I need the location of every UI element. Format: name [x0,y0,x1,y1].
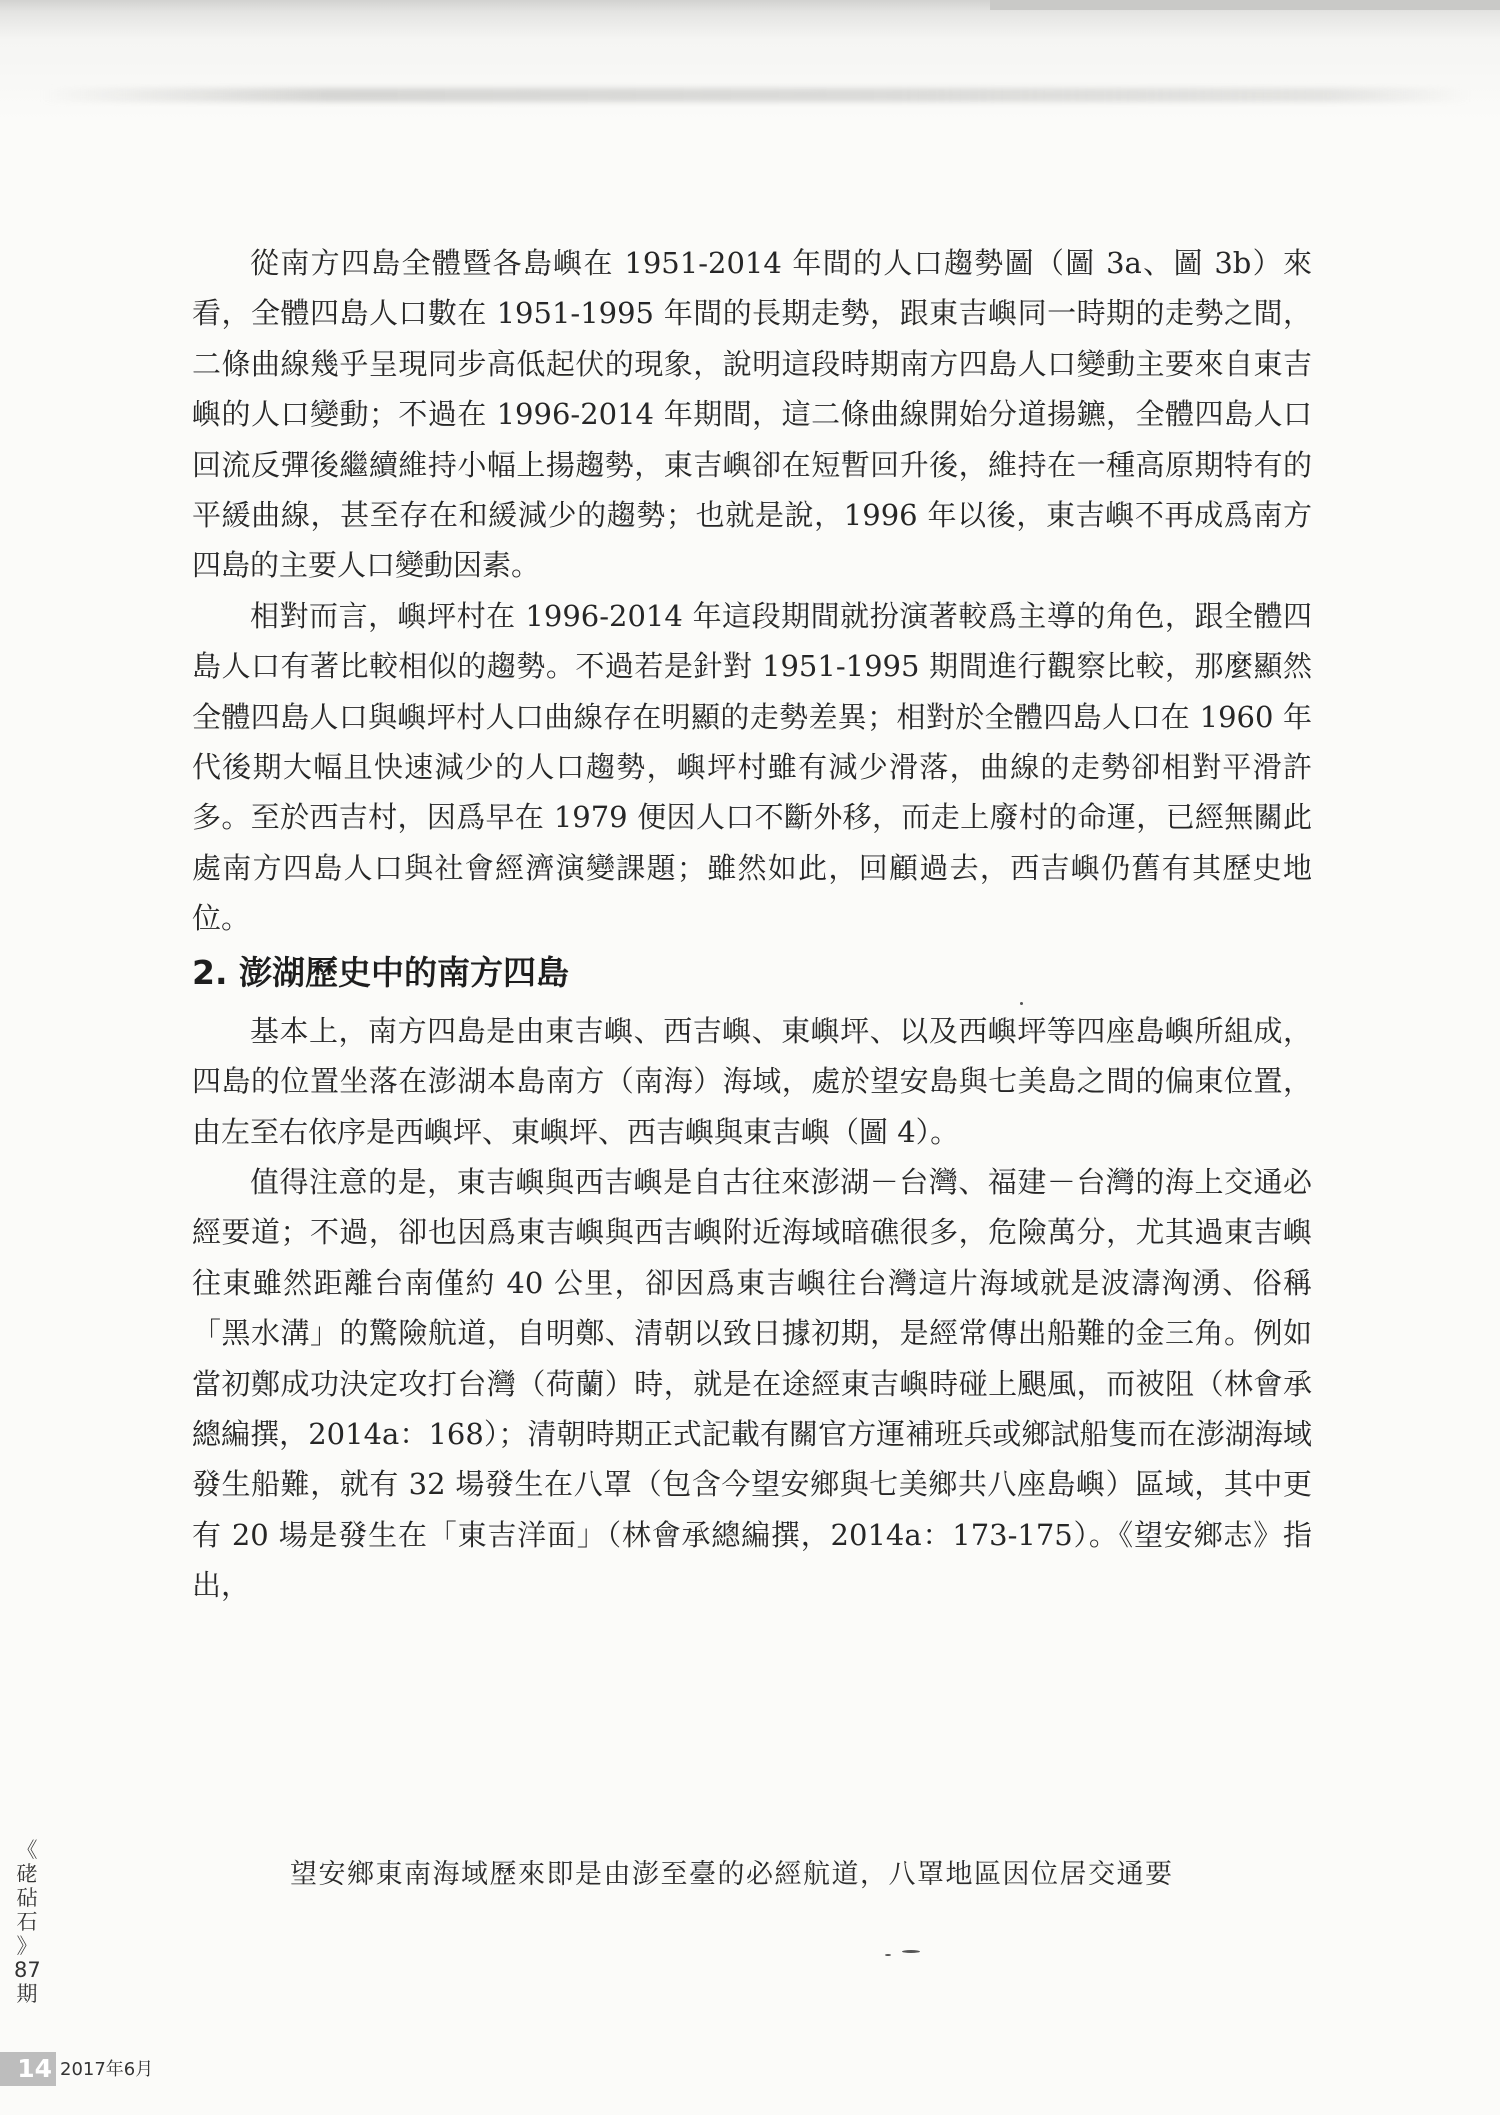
magazine-title-vertical [14,1838,40,2006]
magazine-title-char: 期 [16,1982,38,2006]
article-body [192,238,1312,1611]
page-number: 14 [0,2052,56,2086]
scan-speck [885,1954,891,1956]
scan-streak [40,88,1470,102]
magazine-title-char: 砧 [16,1886,38,1910]
magazine-title-char: 《 [16,1838,38,1862]
scan-edge-bar [990,0,1500,10]
section-heading: 2. 澎湖歷史中的南方四島 [192,952,569,992]
magazine-title-char: 石 [16,1910,38,1934]
paragraph-1: 從南方四島全體暨各島嶼在 1951-2014 年間的人口趨勢圖（圖 3a、圖 3b）來看，全體四島人口數在 1951-1995 年間的長期走勢，跟東吉嶼同一時期的走勢之間，二條曲線幾乎呈現同步高低起伏的現象，說明這段時期南方四島人口變動主要來自東吉嶼的人口變動；不過在 1996-2014 年期間，這二條曲線開始分道揚鑣，全體四島人口回流反彈後繼續維持小幅上揚趨勢，東吉嶼卻在短暫回升後，維持在一種高原期特有的平緩曲線，甚至存在和緩減少的趨勢；也就是說，1996 年以後，東吉嶼不再成爲南方四島的主要人口變動因素。 [192,246,1312,583]
paragraph-4: 值得注意的是，東吉嶼與西吉嶼是自古往來澎湖－台灣、福建－台灣的海上交通必經要道；不過，卻也因爲東吉嶼與西吉嶼附近海域暗礁很多，危險萬分，尤其過東吉嶼往東雖然距離台南僅約 40 公里，卻因爲東吉嶼往台灣這片海域就是波濤洶湧、俗稱「黑水溝」的驚險航道，自明鄭、清朝以致日據初期，是經常傳出船難的金三角。例如當初鄭成功決定攻打台灣（荷蘭）時，就是在途經東吉嶼時碰上颶風，而被阻（林會承總編撰，2014a：168）；清朝時期正式記載有關官方運補班兵或鄉試船隻而在澎湖海域發生船難，就有 32 場發生在八罩（包含今望安鄉與七美鄉共八座島嶼）區域，其中更有 20 場是發生在「東吉洋面」（林會承總編撰，2014a：173-175）。《望安鄉志》指出， [192,1164,1312,1603]
magazine-title-char: 》 [16,1934,38,1958]
scan-shadow-top [0,0,1500,120]
issue-date: 2017年6月 [60,2059,154,2080]
block-quote: 望安鄉東南海域歷來即是由澎至臺的必經航道，八罩地區因位居交通要 [290,1859,1174,1890]
paragraph-3: 基本上，南方四島是由東吉嶼、西吉嶼、東嶼坪、以及西嶼坪等四座島嶼所組成，四島的位置坐落在澎湖本島南方（南海）海域，處於望安島與七美島之間的偏東位置，由左至右依序是西嶼坪、東嶼坪、西吉嶼與東吉嶼（圖 4）。 [192,1013,1312,1149]
magazine-title-char: 硓 [16,1862,38,1886]
paragraph-2: 相對而言，嶼坪村在 1996-2014 年這段期間就扮演著較爲主導的角色，跟全體四島人口有著比較相似的趨勢。不過若是針對 1951-1995 期間進行觀察比較，那麼顯然全體四島人口與嶼坪村人口曲線存在明顯的走勢差異；相對於全體四島人口在 1960 年代後期大幅且快速減少的人口趨勢，嶼坪村雖有減少滑落，曲線的走勢卻相對平滑許多。至於西吉村，因爲早在 1979 便因人口不斷外移，而走上廢村的命運，已經無關此處南方四島人口與社會經濟演變課題；雖然如此，回顧過去，西吉嶼仍舊有其歷史地位。 [192,598,1312,936]
magazine-issue-number: 87 [14,1958,41,1982]
scan-speck [1020,1002,1023,1005]
scan-speck [902,1950,920,1953]
